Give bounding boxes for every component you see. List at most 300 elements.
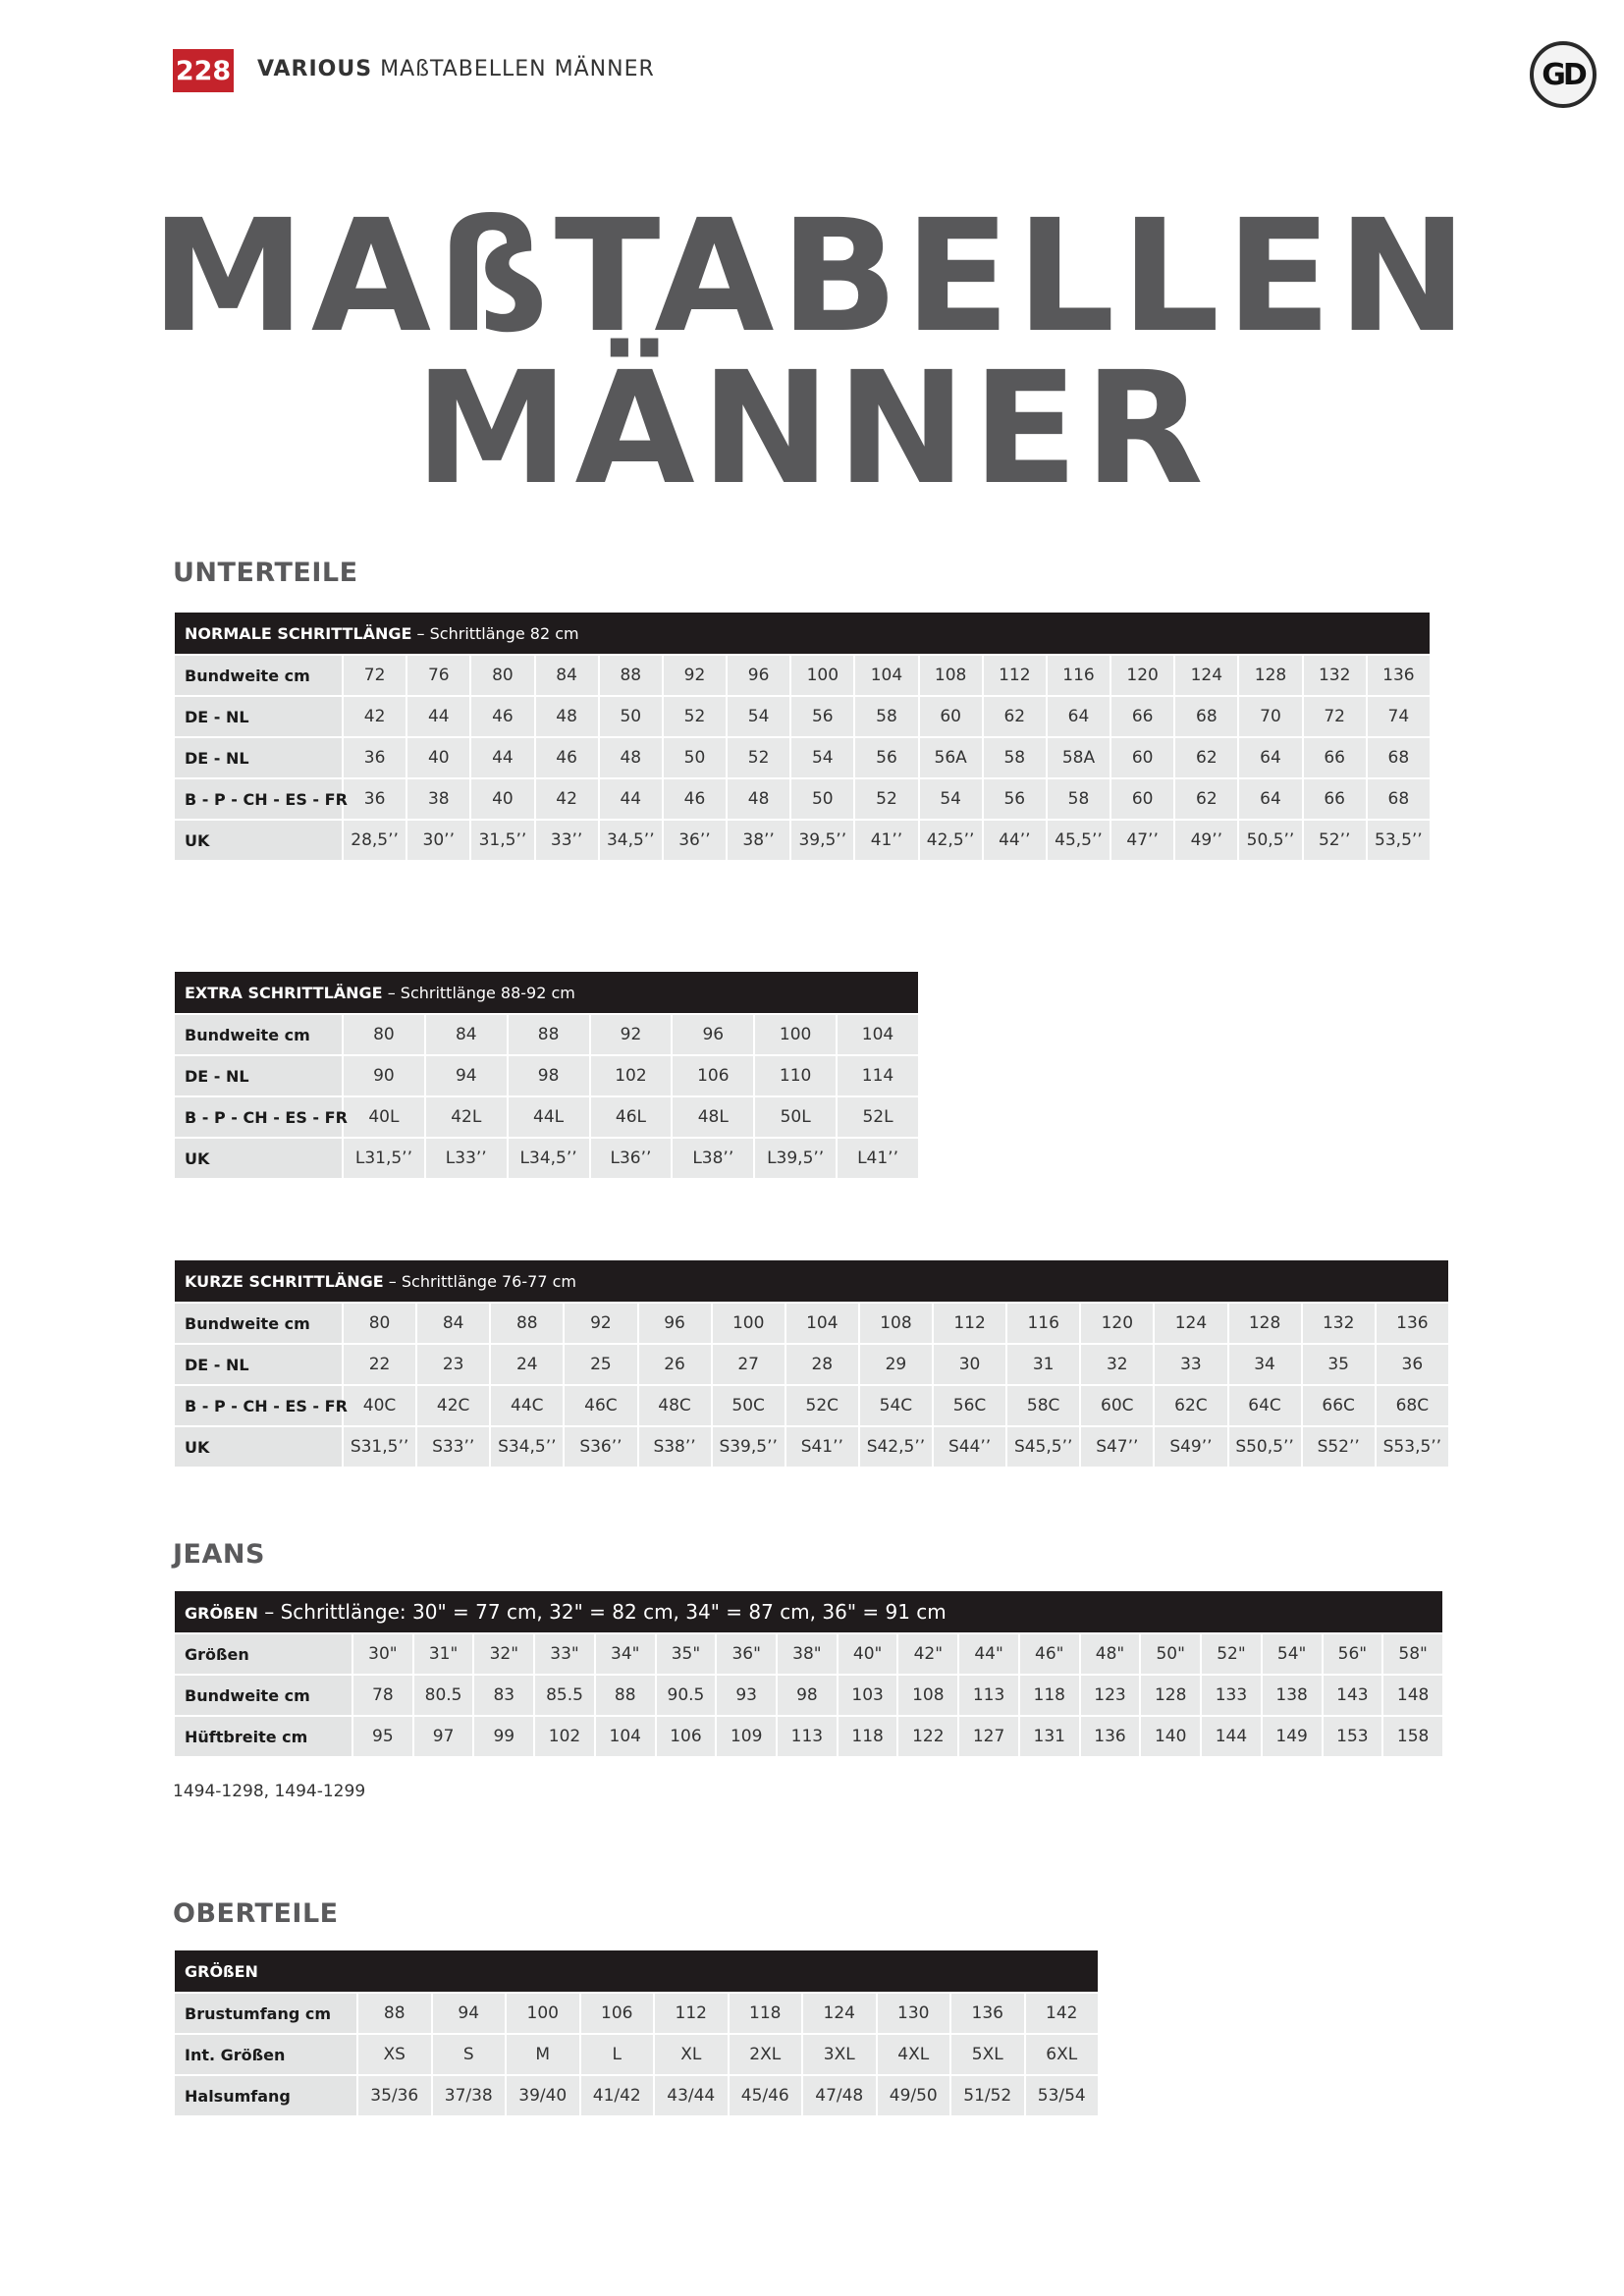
table-cell: 84 (536, 656, 598, 695)
running-title: MAßTABELLEN MÄNNER (380, 57, 655, 81)
table-normale-schrittlaenge (173, 611, 1432, 862)
table-cell: 130 (878, 1994, 950, 2033)
table-cell: 44L (509, 1097, 589, 1137)
table-cell: 100 (713, 1304, 785, 1343)
table-cell: 31,5’’ (471, 821, 533, 860)
table-cell: 95 (353, 1717, 412, 1756)
table-cell: 52L (838, 1097, 918, 1137)
table-row (175, 1097, 918, 1137)
table-cell: 62 (1175, 738, 1237, 777)
table-cell: 31 (1007, 1345, 1079, 1384)
table-cell: 127 (959, 1717, 1018, 1756)
table-cell: 56 (984, 779, 1046, 819)
row-label: DE - NL (175, 1056, 342, 1095)
table-cell: 40C (344, 1386, 415, 1425)
table-cell: L33’’ (426, 1139, 507, 1178)
table-cell: 52’’ (1304, 821, 1366, 860)
table-cell: 114 (838, 1056, 918, 1095)
brand-label: VARIOUS (257, 57, 373, 81)
table-cell: 48 (600, 738, 662, 777)
table-cell: 128 (1141, 1676, 1200, 1715)
table-cell: 72 (344, 656, 406, 695)
table-cell: 124 (803, 1994, 876, 2033)
table-cell: 56C (934, 1386, 1005, 1425)
table-cell: 128 (1229, 1304, 1301, 1343)
table-header-row (175, 1591, 1442, 1632)
table-cell: 48 (536, 697, 598, 736)
row-label: B - P - CH - ES - FR (175, 1386, 342, 1425)
table-cell: 132 (1304, 656, 1366, 695)
table-row (175, 779, 1430, 819)
table-cell: 83 (474, 1676, 533, 1715)
table-cell: 96 (639, 1304, 711, 1343)
table-title-detail: – Schrittlänge 88-92 cm (382, 983, 575, 1002)
table-cell: 46 (471, 697, 533, 736)
table-cell: 103 (839, 1676, 897, 1715)
table-cell: 36’’ (664, 821, 726, 860)
table-cell: 53/54 (1026, 2076, 1099, 2115)
table-cell: 112 (934, 1304, 1005, 1343)
row-label: UK (175, 1427, 342, 1467)
page-title-line2: MÄNNER (414, 339, 1210, 519)
table-cell: 92 (664, 656, 726, 695)
table-cell: 47’’ (1111, 821, 1173, 860)
table-cell: 92 (565, 1304, 636, 1343)
table-cell: 53,5’’ (1368, 821, 1430, 860)
table-cell: 42L (426, 1097, 507, 1137)
table-cell: 52C (786, 1386, 858, 1425)
table-cell: 50" (1141, 1634, 1200, 1674)
table-cell: 136 (1377, 1304, 1448, 1343)
table-cell: 106 (673, 1056, 753, 1095)
table-cell: 51/52 (951, 2076, 1024, 2115)
table-cell: 49’’ (1175, 821, 1237, 860)
table-cell: M (507, 2035, 579, 2074)
table-cell: 30 (934, 1345, 1005, 1384)
table-cell: S45,5’’ (1007, 1427, 1079, 1467)
page-title-line1: MAßTABELLEN (150, 187, 1474, 367)
table-cell: 48L (673, 1097, 753, 1137)
table-cell: 72 (1304, 697, 1366, 736)
table-cell: 153 (1324, 1717, 1382, 1756)
table-cell: S41’’ (786, 1427, 858, 1467)
table-cell: 110 (755, 1056, 836, 1095)
table-row (175, 2035, 1098, 2074)
table-cell: 158 (1383, 1717, 1442, 1756)
table-row (175, 656, 1430, 695)
table-cell: 42 (344, 697, 406, 736)
table-cell: L38’’ (673, 1139, 753, 1178)
table-cell: 37/38 (433, 2076, 506, 2115)
table-cell: 38’’ (728, 821, 789, 860)
table-cell: 41’’ (855, 821, 917, 860)
table-cell: 106 (581, 1994, 654, 2033)
table-title-detail: – Schrittlänge 76-77 cm (383, 1271, 576, 1291)
table-title-bold: EXTRA SCHRITTLÄNGE (185, 983, 383, 1002)
table-cell: S39,5’’ (713, 1427, 785, 1467)
table-cell: 42 (536, 779, 598, 819)
table-cell: 133 (1202, 1676, 1261, 1715)
table-cell: 68 (1368, 738, 1430, 777)
table-title (175, 613, 1430, 654)
table-row (175, 1139, 918, 1178)
table-cell: 68C (1377, 1386, 1448, 1425)
table-cell: 116 (1048, 656, 1110, 695)
row-label: Bundweite cm (175, 1676, 352, 1715)
table-cell: S49’’ (1155, 1427, 1226, 1467)
table-cell: 96 (673, 1015, 753, 1054)
row-label: Bundweite cm (175, 656, 342, 695)
table-cell: 64 (1239, 779, 1301, 819)
table-cell: 36 (1377, 1345, 1448, 1384)
table-row (175, 1386, 1448, 1425)
row-label: Brustumfang cm (175, 1994, 356, 2033)
table-cell: 100 (791, 656, 853, 695)
row-label: B - P - CH - ES - FR (175, 779, 342, 819)
table-cell: 50L (755, 1097, 836, 1137)
row-label: Hüftbreite cm (175, 1717, 352, 1756)
table-title-detail: – Schrittlänge: 30" = 77 cm, 32" = 82 cm, 34" = 87 cm, 36" = 91 cm (257, 1600, 947, 1624)
table-cell: 100 (755, 1015, 836, 1054)
table-cell: 46L (591, 1097, 672, 1137)
table-cell: L31,5’’ (344, 1139, 424, 1178)
table-cell: 118 (730, 1994, 802, 2033)
table-cell: 62C (1155, 1386, 1226, 1425)
table-cell: S38’’ (639, 1427, 711, 1467)
table-cell: 113 (959, 1676, 1018, 1715)
page-number: 228 (173, 49, 234, 92)
table-cell: 46 (664, 779, 726, 819)
table-header-row (175, 1950, 1098, 1992)
table-cell: 46" (1020, 1634, 1079, 1674)
table-cell: 109 (717, 1717, 776, 1756)
table-cell: 30" (353, 1634, 412, 1674)
table-cell: 108 (898, 1676, 957, 1715)
table-title-bold: KURZE SCHRITTLÄNGE (185, 1271, 384, 1291)
table-cell: 34" (596, 1634, 655, 1674)
table-cell: 52 (664, 697, 726, 736)
table-cell: 50C (713, 1386, 785, 1425)
table-cell: 54 (791, 738, 853, 777)
table-cell: 123 (1081, 1676, 1140, 1715)
table-cell: 40 (407, 738, 469, 777)
table-cell: 144 (1202, 1717, 1261, 1756)
table-cell: 78 (353, 1676, 412, 1715)
table-cell: 44 (600, 779, 662, 819)
table-cell: 112 (655, 1994, 728, 2033)
table-cell: 39,5’’ (791, 821, 853, 860)
table-cell: 62 (1175, 779, 1237, 819)
section-heading-unterteile: UNTERTEILE (173, 558, 358, 588)
table-cell: 68 (1175, 697, 1237, 736)
table-row (175, 2076, 1098, 2115)
table-cell: 39/40 (507, 2076, 579, 2115)
table-cell: L36’’ (591, 1139, 672, 1178)
table-cell: 76 (407, 656, 469, 695)
table-header-row (175, 972, 918, 1013)
table-cell: 29 (860, 1345, 932, 1384)
table-cell: 44’’ (984, 821, 1046, 860)
row-label: Bundweite cm (175, 1304, 342, 1343)
table-cell: 46C (565, 1386, 636, 1425)
table-jeans (173, 1589, 1444, 1758)
running-header (257, 57, 655, 81)
table-cell: 56 (855, 738, 917, 777)
table-cell: 47/48 (803, 2076, 876, 2115)
table-cell: 38" (778, 1634, 837, 1674)
table-cell: 124 (1155, 1304, 1226, 1343)
table-cell: 5XL (951, 2035, 1024, 2074)
table-cell: 50 (791, 779, 853, 819)
table-cell: 33" (535, 1634, 594, 1674)
table-title-detail: – Schrittlänge 82 cm (411, 623, 579, 643)
table-cell: 136 (951, 1994, 1024, 2033)
row-label: Bundweite cm (175, 1015, 342, 1054)
table-cell: 36" (717, 1634, 776, 1674)
table-header-row (175, 1260, 1448, 1302)
row-label: Größen (175, 1634, 352, 1674)
row-label: B - P - CH - ES - FR (175, 1097, 342, 1137)
table-header-row (175, 613, 1430, 654)
row-label: DE - NL (175, 697, 342, 736)
table-cell: 131 (1020, 1717, 1079, 1756)
table-cell: 58 (1048, 779, 1110, 819)
table-cell: 74 (1368, 697, 1430, 736)
table-cell: 64C (1229, 1386, 1301, 1425)
table-cell: 62 (984, 697, 1046, 736)
table-cell: S47’’ (1081, 1427, 1153, 1467)
table-cell: 143 (1324, 1676, 1382, 1715)
table-cell: 28 (786, 1345, 858, 1384)
table-cell: 54" (1263, 1634, 1322, 1674)
table-cell: 2XL (730, 2035, 802, 2074)
table-cell: 27 (713, 1345, 785, 1384)
table-cell: S42,5’’ (860, 1427, 932, 1467)
table-cell: XS (358, 2035, 431, 2074)
table-cell: 97 (414, 1717, 473, 1756)
table-cell: 50 (600, 697, 662, 736)
table-cell: 58C (1007, 1386, 1079, 1425)
table-cell: S44’’ (934, 1427, 1005, 1467)
table-cell: 56A (920, 738, 982, 777)
table-cell: 108 (920, 656, 982, 695)
table-cell: 66 (1304, 779, 1366, 819)
table-cell: 40" (839, 1634, 897, 1674)
table-cell: 42C (417, 1386, 489, 1425)
table-cell: 30’’ (407, 821, 469, 860)
table-cell: 132 (1303, 1304, 1375, 1343)
table-cell: 104 (838, 1015, 918, 1054)
table-cell: 56 (791, 697, 853, 736)
table-cell: 120 (1081, 1304, 1153, 1343)
section-heading-oberteile: OBERTEILE (173, 1898, 339, 1929)
table-cell: S34,5’’ (491, 1427, 563, 1467)
table-cell: 104 (596, 1717, 655, 1756)
table-cell: 50 (664, 738, 726, 777)
table-cell: 32 (1081, 1345, 1153, 1384)
table-row (175, 1676, 1442, 1715)
table-row (175, 738, 1430, 777)
table-cell: 28,5’’ (344, 821, 406, 860)
table-title (175, 972, 918, 1013)
table-cell: 24 (491, 1345, 563, 1384)
table-cell: 41/42 (581, 2076, 654, 2115)
table-cell: 38 (407, 779, 469, 819)
table-cell: 116 (1007, 1304, 1079, 1343)
table-cell: 128 (1239, 656, 1301, 695)
table-cell: 42" (898, 1634, 957, 1674)
table-cell: 60 (1111, 779, 1173, 819)
table-title-bold: GRÖßEN (185, 1604, 258, 1623)
table-title-bold: NORMALE SCHRITTLÄNGE (185, 623, 412, 643)
table-cell: 3XL (803, 2035, 876, 2074)
table-cell: 34,5’’ (600, 821, 662, 860)
table-row (175, 1634, 1442, 1674)
table-cell: 70 (1239, 697, 1301, 736)
table-row (175, 1994, 1098, 2033)
table-cell: 44 (471, 738, 533, 777)
table-cell: 102 (591, 1056, 672, 1095)
table-cell: 90.5 (657, 1676, 716, 1715)
table-cell: 43/44 (655, 2076, 728, 2115)
table-cell: 44 (407, 697, 469, 736)
table-cell: 120 (1111, 656, 1173, 695)
table-cell: 4XL (878, 2035, 950, 2074)
table-cell: 35 (1303, 1345, 1375, 1384)
table-cell: 88 (596, 1676, 655, 1715)
table-cell: 52" (1202, 1634, 1261, 1674)
table-cell: 96 (728, 656, 789, 695)
table-cell: 80.5 (414, 1676, 473, 1715)
table-cell: S31,5’’ (344, 1427, 415, 1467)
table-cell: 64 (1239, 738, 1301, 777)
table-cell: 48" (1081, 1634, 1140, 1674)
table-cell: L41’’ (838, 1139, 918, 1178)
table-cell: S53,5’’ (1377, 1427, 1448, 1467)
table-cell: 54 (920, 779, 982, 819)
article-numbers-note: 1494-1298, 1494-1299 (173, 1782, 366, 1801)
table-cell: 26 (639, 1345, 711, 1384)
table-cell: 49/50 (878, 2076, 950, 2115)
table-cell: 33 (1155, 1345, 1226, 1384)
table-row (175, 1056, 918, 1095)
table-cell: 85.5 (535, 1676, 594, 1715)
table-cell: 45,5’’ (1048, 821, 1110, 860)
table-cell: 118 (839, 1717, 897, 1756)
table-cell: 113 (778, 1717, 837, 1756)
table-title-bold: GRÖßEN (185, 1961, 258, 1981)
table-cell: 40L (344, 1097, 424, 1137)
table-cell: 122 (898, 1717, 957, 1756)
table-cell: 23 (417, 1345, 489, 1384)
row-label: DE - NL (175, 1345, 342, 1384)
table-cell: 136 (1368, 656, 1430, 695)
table-cell: XL (655, 2035, 728, 2074)
table-cell: 136 (1081, 1717, 1140, 1756)
table-cell: 149 (1263, 1717, 1322, 1756)
table-cell: 34 (1229, 1345, 1301, 1384)
table-cell: L (581, 2035, 654, 2074)
table-cell: 88 (491, 1304, 563, 1343)
table-cell: 58" (1383, 1634, 1442, 1674)
table-cell: 140 (1141, 1717, 1200, 1756)
table-cell: S (433, 2035, 506, 2074)
table-cell: S52’’ (1303, 1427, 1375, 1467)
table-kurze-schrittlaenge (173, 1258, 1450, 1468)
table-cell: 138 (1263, 1676, 1322, 1715)
table-row (175, 1717, 1442, 1756)
table-cell: 60 (1111, 738, 1173, 777)
table-cell: 100 (507, 1994, 579, 2033)
table-cell: 40 (471, 779, 533, 819)
table-cell: 99 (474, 1717, 533, 1756)
gd-logo (1530, 41, 1597, 108)
table-cell: 60 (920, 697, 982, 736)
table-cell: 45/46 (730, 2076, 802, 2115)
table-cell: 36 (344, 738, 406, 777)
table-cell: 48C (639, 1386, 711, 1425)
table-cell: 56" (1324, 1634, 1382, 1674)
table-cell: 25 (565, 1345, 636, 1384)
table-cell: 64 (1048, 697, 1110, 736)
table-cell: 35" (657, 1634, 716, 1674)
table-cell: 124 (1175, 656, 1237, 695)
table-title (175, 1950, 1098, 1992)
table-cell: 112 (984, 656, 1046, 695)
table-oberteile (173, 1949, 1100, 2117)
table-cell: 94 (426, 1056, 507, 1095)
table-cell: 58A (1048, 738, 1110, 777)
table-cell: 58 (855, 697, 917, 736)
table-cell: 88 (509, 1015, 589, 1054)
table-cell: 52 (855, 779, 917, 819)
table-cell: 46 (536, 738, 598, 777)
table-cell: 90 (344, 1056, 424, 1095)
table-cell: 48 (728, 779, 789, 819)
row-label: DE - NL (175, 738, 342, 777)
table-cell: 66 (1111, 697, 1173, 736)
table-title (175, 1260, 1448, 1302)
row-label: UK (175, 1139, 342, 1178)
table-cell: 68 (1368, 779, 1430, 819)
table-cell: 148 (1383, 1676, 1442, 1715)
table-cell: 93 (717, 1676, 776, 1715)
table-cell: 44C (491, 1386, 563, 1425)
page-title (0, 187, 1624, 519)
table-cell: S50,5’’ (1229, 1427, 1301, 1467)
row-label: UK (175, 821, 342, 860)
table-cell: 33’’ (536, 821, 598, 860)
table-cell: 142 (1026, 1994, 1099, 2033)
table-cell: L39,5’’ (755, 1139, 836, 1178)
table-cell: 35/36 (358, 2076, 431, 2115)
table-cell: S36’’ (565, 1427, 636, 1467)
table-cell: 102 (535, 1717, 594, 1756)
table-cell: 98 (778, 1676, 837, 1715)
table-cell: 84 (426, 1015, 507, 1054)
table-cell: 31" (414, 1634, 473, 1674)
table-cell: 88 (600, 656, 662, 695)
table-cell: 54C (860, 1386, 932, 1425)
table-cell: 22 (344, 1345, 415, 1384)
table-title (175, 1591, 1442, 1632)
table-cell: 54 (728, 697, 789, 736)
table-cell: 32" (474, 1634, 533, 1674)
table-cell: 104 (786, 1304, 858, 1343)
table-cell: 88 (358, 1994, 431, 2033)
table-cell: S33’’ (417, 1427, 489, 1467)
table-cell: 80 (471, 656, 533, 695)
